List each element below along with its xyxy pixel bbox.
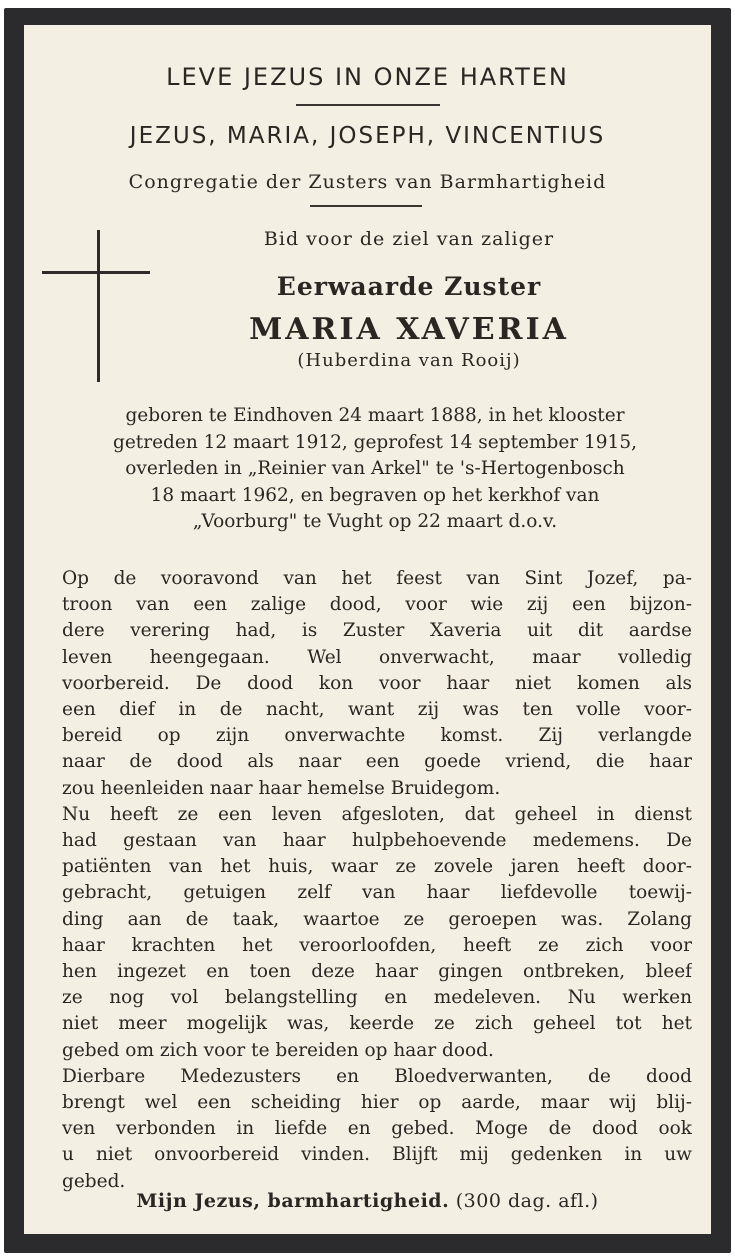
text-line: troon van een zalige dood, voor wie zij een bijzon- [62,594,692,616]
text-line: Nu heeft ze een leven afgesloten, dat geheel in dienst [62,803,692,825]
motto: LEVE JEZUS IN ONZE HARTEN [166,63,569,91]
text-line: had gestaan van haar hulpbehoevende medemens. De [62,830,692,852]
footer-prayer-line [24,1190,711,1212]
biography-line: 18 maart 1962, en begraven op het kerkhof van [150,484,600,506]
text-line: zou heenleiden naar haar hemelse Bruidegom. [62,777,501,799]
biography [60,403,690,536]
deceased-name: MARIA XAVERIA [249,312,569,347]
deceased-title: Eerwaarde Zuster [276,272,542,301]
card-paper [24,25,711,1234]
divider-bottom [310,205,422,207]
text-line: ze nog vol belangstelling en medeleven. Nu werken [62,987,692,1009]
text-line: gebed. [62,1170,126,1192]
divider-top [296,104,440,106]
text-line: ding aan de taak, waartoe ze geroepen was. Zolang [62,908,692,930]
text-line: niet meer mogelijk was, keerde ze zich geheel tot het [62,1013,692,1035]
footer-indulgence: (300 dag. afl.) [455,1190,599,1212]
text-line: haar krachten het veroorloofden, heeft ze zich voor [62,934,692,956]
text-line: bereid op zijn onverwachte komst. Zij verlangde [62,725,692,747]
text-line: Dierbare Medezusters en Bloedverwanten, de dood [62,1065,692,1087]
text-line: naar de dood als naar een goede vriend, die haar [62,751,692,773]
text-line: ven verbonden in liefde en gebed. Moge de dood ook [62,1118,692,1140]
text-line: patiënten van het huis, waar ze zovele jaren heeft door- [62,856,692,878]
text-line: gebed om zich voor te bereiden op haar dood. [62,1039,494,1061]
footer-prayer: Mijn Jezus, barmhartigheid. [136,1190,450,1212]
civil-name: (Huberdina van Rooij) [297,350,521,371]
congregation: Congregatie der Zusters van Barmhartigheid [128,171,607,193]
biography-line: geboren te Eindhoven 24 maart 1888, in het klooster [125,405,625,426]
text-line: gebracht, getuigen zelf van haar liefdevolle toewij- [62,882,692,904]
memorial-card [4,8,731,1253]
biography-line: overleden in „Reinier van Arkel" te 's-Hertogenbosch [125,458,625,479]
text-line: een dief in de nacht, want zij was ten volle voor- [62,699,692,721]
biography-line: getreden 12 maart 1912, geprofest 14 september 1915, [113,431,637,453]
text-line: dere verering had, is Zuster Xaveria uit dit aardse [62,620,692,642]
text-line: brengt wel een scheiding hier op aarde, maar wij blij- [62,1092,692,1114]
text-line: leven heengegaan. Wel onverwacht, maar volledig [62,646,692,668]
text-line: hen ingezet en toen deze haar gingen ontbreken, bleef [62,961,692,983]
holy-names: JEZUS, MARIA, JOSEPH, VINCENTIUS [129,123,606,149]
text-line: voorbereid. De dood kon voor haar niet komen als [62,672,692,694]
text-line: Op de vooravond van het feest van Sint Jozef, pa- [62,568,692,589]
biography-line: „Voorburg" te Vught op 22 maart d.o.v. [192,511,558,532]
text-line: u niet onvoorbereid vinden. Blijft mij gedenken in uw [62,1144,692,1166]
eulogy-text [62,566,692,1195]
pray-line: Bid voor de ziel van zaliger [263,228,555,250]
